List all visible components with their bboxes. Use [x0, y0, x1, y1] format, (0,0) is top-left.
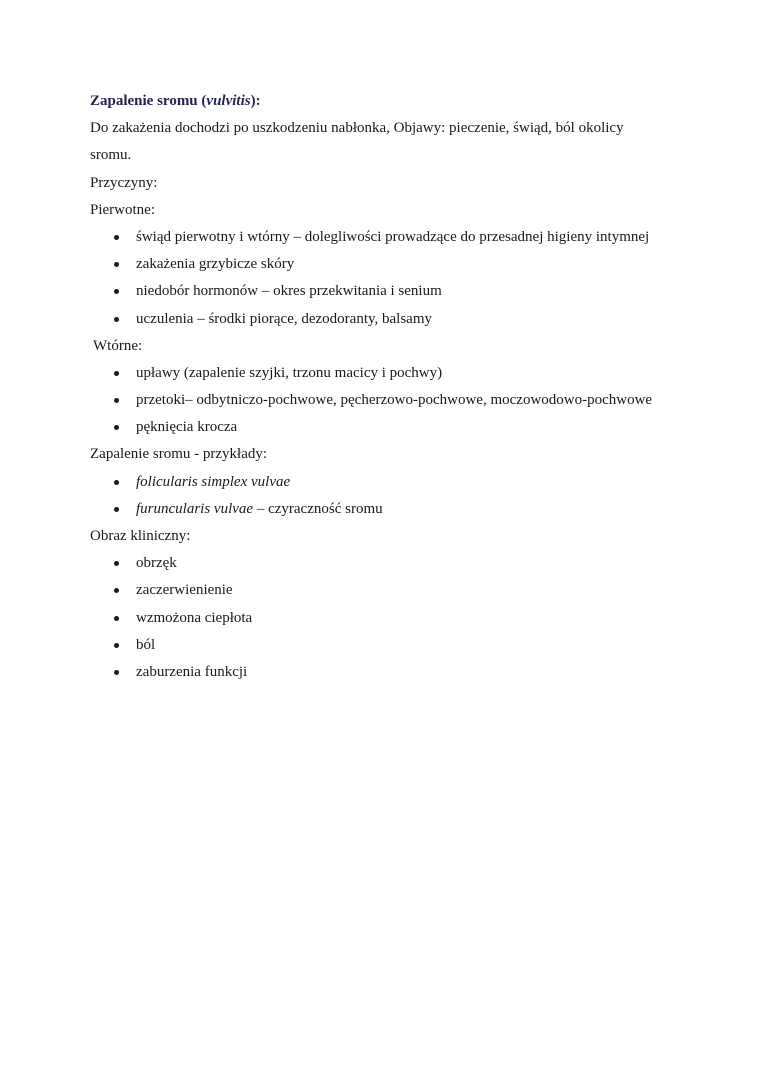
primary-causes-list — [90, 224, 690, 333]
clinical-picture-label: Obraz kliniczny: — [90, 528, 191, 544]
bullet-icon — [114, 561, 119, 566]
list-item — [90, 550, 690, 577]
heading-prefix: Zapalenie sromu ( — [90, 93, 207, 109]
list-item — [90, 469, 690, 496]
list-item-text: zakażenia grzybicze skóry — [136, 256, 295, 273]
bullet-icon — [114, 480, 119, 485]
list-item-text: pęknięcia krocza — [136, 419, 238, 436]
heading-suffix: ): — [250, 93, 261, 109]
list-item — [90, 632, 690, 659]
latin-term: folicularis simplex vulvae — [136, 473, 291, 490]
bullet-icon — [114, 616, 119, 621]
causes-label: Przyczyny: — [90, 174, 158, 191]
bullet-icon — [114, 371, 119, 376]
list-item-text: uczulenia – środki piorące, dezodoranty, balsamy — [136, 310, 433, 327]
bullet-icon — [114, 289, 119, 294]
intro-line-1: Do zakażenia dochodzi po uszkodzeniu nabłonka, Objawy: pieczenie, świąd, ból okolicy — [90, 120, 624, 137]
list-item-text: przetoki– odbytniczo-pochwowe, pęcherzowo-pochwowe, moczowodowo-pochwowe — [136, 392, 653, 409]
secondary-causes-list — [90, 360, 690, 442]
list-item-text: ból — [136, 636, 156, 653]
list-item — [90, 387, 690, 414]
section-heading — [90, 88, 690, 115]
bullet-icon — [114, 507, 119, 512]
clinical-picture-list — [90, 550, 690, 686]
list-item — [90, 224, 690, 251]
list-item — [90, 278, 690, 305]
list-item — [90, 414, 690, 441]
primary-causes-label: Pierwotne: — [90, 201, 155, 218]
heading-latin-term: vulvitis — [206, 93, 251, 109]
list-item — [90, 659, 690, 686]
examples-label: Zapalenie sromu - przykłady: — [90, 446, 268, 463]
latin-term: furuncularis vulvae — [136, 500, 254, 517]
bullet-icon — [114, 670, 119, 675]
bullet-icon — [114, 425, 119, 430]
list-item — [90, 496, 690, 523]
list-item — [90, 605, 690, 632]
secondary-causes-label: Wtórne: — [93, 337, 143, 354]
list-item-text: zaczerwienienie — [136, 582, 233, 599]
list-item-text: wzmożona ciepłota — [136, 609, 253, 626]
list-item-text: – czyraczność sromu — [253, 500, 383, 517]
examples-list — [90, 469, 690, 523]
list-item — [90, 360, 690, 387]
bullet-icon — [114, 317, 119, 322]
list-item-text: upławy (zapalenie szyjki, trzonu macicy i pochwy) — [136, 364, 443, 381]
intro-line-2: sromu. — [90, 147, 132, 164]
list-item-text: obrzęk — [136, 555, 177, 572]
bullet-icon — [114, 262, 119, 267]
list-item — [90, 251, 690, 278]
list-item-text: zaburzenia funkcji — [136, 663, 248, 680]
bullet-icon — [114, 398, 119, 403]
list-item-text: świąd pierwotny i wtórny – dolegliwości prowadzące do przesadnej higieny intymnej — [136, 228, 650, 245]
bullet-icon — [114, 235, 119, 240]
document-page — [90, 88, 690, 686]
list-item — [90, 577, 690, 604]
list-item-text: niedobór hormonów – okres przekwitania i senium — [136, 283, 442, 300]
list-item — [90, 306, 690, 333]
bullet-icon — [114, 588, 119, 593]
bullet-icon — [114, 643, 119, 648]
